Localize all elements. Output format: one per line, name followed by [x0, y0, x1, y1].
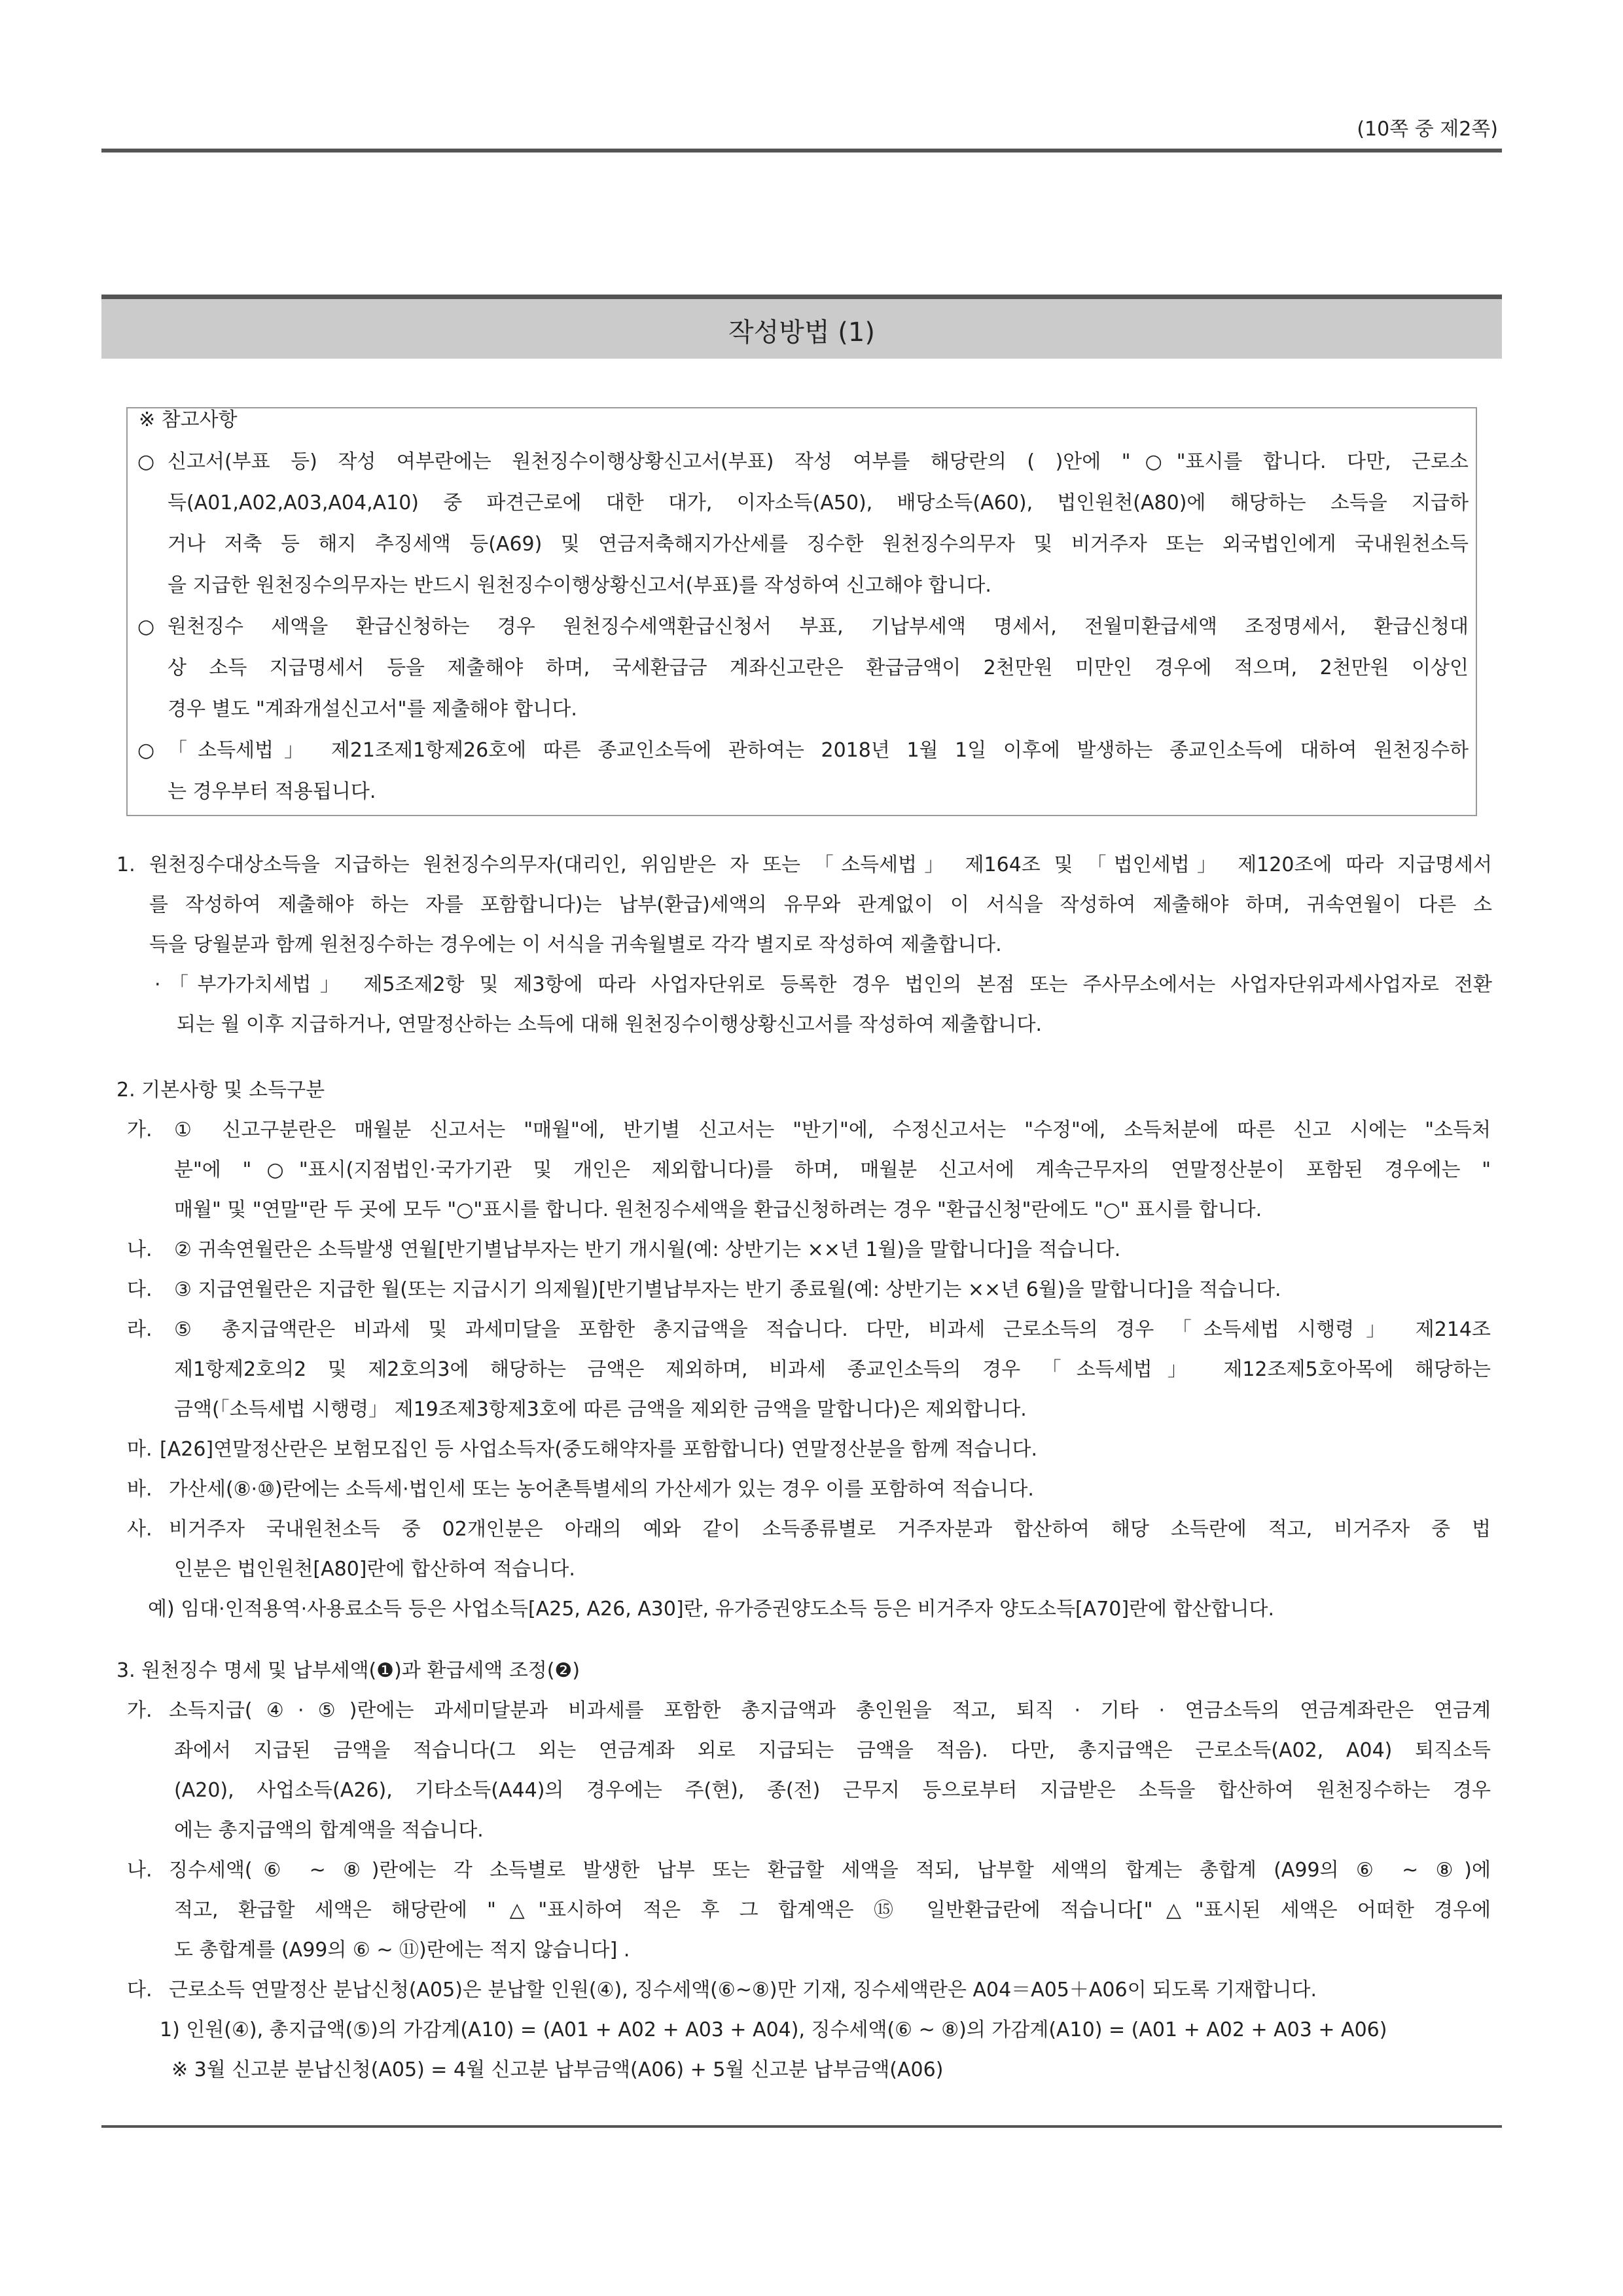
item-line: 도 총합계를 (A99의 ⑥ ~ ⑪)란에는 적지 않습니다] .	[174, 1939, 630, 1962]
page-title: 작성방법 (1)	[728, 317, 875, 348]
reference-line: 는 경우부터 적용됩니다.	[168, 780, 376, 803]
item-line: ⑤ 총지급액란은 비과세 및 과세미달을 포함한 총지급액을 적습니다. 다만, 비과세 근로소득의 경우 「소득세법 시행령」 제214조	[174, 1318, 1491, 1341]
item-label: 다.	[127, 1278, 152, 1301]
item-label: 다.	[127, 1979, 152, 2001]
reference-bullet: ○	[137, 450, 155, 473]
item-label: 나.	[127, 1238, 152, 1261]
section-1-line: 득을 당월분과 함께 원천징수하는 경우에는 이 서식을 귀속월별로 각각 별지로 작성하여 제출합니다.	[149, 933, 1002, 956]
item-line: 분"에 "○"표시(지점법인·국가기관 및 개인은 제외합니다)를 하며, 매월분 신고서에 계속근무자의 연말정산분이 포함된 경우에는 "	[174, 1158, 1491, 1181]
item-line: 소득지급(④·⑤)란에는 과세미달분과 비과세를 포함한 총지급액과 총인원을 적고, 퇴직 · 기타 · 연금소득의 연금계좌란은 연금계	[169, 1699, 1491, 1722]
item-label: 가.	[127, 1119, 152, 1141]
item-line: 제1항제2호의2 및 제2호의3에 해당하는 금액은 제외하며, 비과세 종교인소득의 경우 「소득세법」 제12조제5호아목에 해당하는	[174, 1358, 1491, 1381]
reference-line: 「소득세법」 제21조제1항제26호에 따른 종교인소득에 관하여는 2018년 1월 1일 이후에 발생하는 종교인소득에 대하여 원천징수하	[168, 739, 1469, 762]
item-label: 나.	[127, 1859, 152, 1882]
reference-line: 득(A01,A02,A03,A04,A10) 중 파견근로에 대한 대가, 이자소득(A50), 배당소득(A60), 법인원천(A80)에 해당하는 소득을 지급하	[168, 492, 1469, 514]
section-3-detail: 1) 인원(④), 총지급액(⑤)의 가감계(A10) = (A01 + A02 + A03 + A04), 징수세액(⑥ ~ ⑧)의 가감계(A10) = (A01 + A02 + A03 + A06)	[160, 2018, 1387, 2041]
item-line: (A20), 사업소득(A26), 기타소득(A44)의 경우에는 주(현), 종(전) 근무지 등으로부터 지급받은 소득을 합산하여 원천징수하는 경우	[174, 1779, 1491, 1802]
section-1-number: 1.	[116, 853, 135, 876]
item-label: 가.	[127, 1699, 152, 1722]
item-line: 인분은 법인원천[A80]란에 합산하여 적습니다.	[174, 1558, 575, 1581]
page-number: (10쪽 중 제2쪽)	[1357, 118, 1498, 141]
section-2-example: 예) 임대·인적용역·사용료소득 등은 사업소득[A25, A26, A30]란, 유가증권양도소득 등은 비거주자 양도소득[A70]란에 합산합니다.	[148, 1598, 1275, 1621]
item-line: 비거주자 국내원천소득 중 02개인분은 아래의 예와 같이 소득종류별로 거주자분과 합산하여 해당 소득란에 적고, 비거주자 중 법	[169, 1518, 1491, 1541]
item-line: 좌에서 지급된 금액을 적습니다(그 외는 연금계좌 외로 지급되는 금액을 적음). 다만, 총지급액은 근로소득(A02, A04) 퇴직소득	[174, 1739, 1491, 1762]
item-line: ② 귀속연월란은 소득발생 연월[반기별납부자는 반기 개시월(예: 상반기는 ××년 1월)을 말합니다]을 적습니다.	[174, 1238, 1121, 1261]
reference-bullet: ○	[137, 615, 155, 638]
section-1-sub-bullet: ·	[154, 973, 161, 996]
reference-line: 경우 별도 "계좌개설신고서"를 제출해야 합니다.	[168, 698, 577, 721]
item-line: 적고, 환급할 세액은 해당란에 "△"표시하여 적은 후 그 합계액은 ⑮ 일반환급란에 적습니다["△"표시된 세액은 어떠한 경우에	[174, 1899, 1491, 1922]
reference-line: 원천징수 세액을 환급신청하는 경우 원천징수세액환급신청서 부표, 기납부세액 명세서, 전월미환급세액 조정명세서, 환급신청대	[168, 615, 1469, 638]
reference-line: 을 지급한 원천징수의무자는 반드시 원천징수이행상황신고서(부표)를 작성하여 신고해야 합니다.	[168, 574, 991, 597]
item-line: 징수세액(⑥ ~ ⑧)란에는 각 소득별로 발생한 납부 또는 환급할 세액을 적되, 납부할 세액의 합계는 총합계 (A99의 ⑥ ~ ⑧)에	[169, 1859, 1491, 1882]
item-label: 사.	[127, 1518, 152, 1541]
reference-heading: ※ 참고사항	[139, 408, 238, 431]
title-bar	[101, 295, 1502, 359]
section-1-line: 를 작성하여 제출해야 하는 자를 포함합니다)는 납부(환급)세액의 유무와 관계없이 이 서식을 작성하여 제출해야 하며, 귀속연월이 다른 소	[149, 893, 1492, 916]
item-line: 금액(「소득세법 시행령」 제19조제3항제3호에 따른 금액을 제외한 금액을 말합니다)은 제외합니다.	[174, 1398, 1027, 1421]
header-rule	[101, 149, 1502, 152]
item-line: 매월" 및 "연말"란 두 곳에 모두 "○"표시를 합니다. 원천징수세액을 환급신청하려는 경우 "환급신청"란에도 "○" 표시를 합니다.	[174, 1198, 1262, 1221]
reference-line: 신고서(부표 등) 작성 여부란에는 원천징수이행상황신고서(부표) 작성 여부를 해당란의 ( )안에 "○"표시를 합니다. 다만, 근로소	[168, 450, 1469, 473]
item-label: 라.	[127, 1318, 152, 1341]
section-2-heading: 2. 기본사항 및 소득구분	[116, 1079, 325, 1102]
item-label: 마.	[127, 1438, 152, 1461]
item-line: 에는 총지급액의 합계액을 적습니다.	[174, 1819, 484, 1842]
item-line: ③ 지급연월란은 지급한 월(또는 지급시기 의제월)[반기별납부자는 반기 종료월(예: 상반기는 ××년 6월)을 말합니다]을 적습니다.	[174, 1278, 1281, 1301]
section-1-line: 원천징수대상소득을 지급하는 원천징수의무자(대리인, 위임받은 자 또는 「소득세법」 제164조 및 「법인세법」 제120조에 따라 지급명세서	[149, 853, 1492, 876]
reference-bullet: ○	[137, 739, 155, 762]
section-3-heading: 3. 원천징수 명세 및 납부세액(❶)과 환급세액 조정(❷)	[116, 1659, 580, 1682]
item-line: [A26]연말정산란은 보험모집인 등 사업소득자(중도해약자를 포함합니다) 연말정산분을 함께 적습니다.	[160, 1438, 1038, 1461]
section-3-note: ※ 3월 신고분 분납신청(A05) = 4월 신고분 납부금액(A06) + 5월 신고분 납부금액(A06)	[171, 2058, 944, 2081]
item-line: ① 신고구분란은 매월분 신고서는 "매월"에, 반기별 신고서는 "반기"에, 수정신고서는 "수정"에, 소득처분에 따른 신고 시에는 "소득처	[174, 1119, 1491, 1141]
section-1-sub-line: 되는 월 이후 지급하거나, 연말정산하는 소득에 대해 원천징수이행상황신고서를 작성하여 제출합니다.	[177, 1013, 1043, 1036]
item-label: 바.	[127, 1478, 152, 1501]
section-1-sub-line: 「부가가치세법」 제5조제2항 및 제3항에 따라 사업자단위로 등록한 경우 법인의 본점 또는 주사무소에서는 사업자단위과세사업자로 전환	[169, 973, 1492, 996]
reference-line: 상 소득 지급명세서 등을 제출해야 하며, 국세환급금 계좌신고란은 환급금액이 2천만원 미만인 경우에 적으며, 2천만원 이상인	[168, 656, 1469, 679]
footer-rule	[101, 2125, 1502, 2128]
reference-line: 거나 저축 등 해지 추징세액 등(A69) 및 연금저축해지가산세를 징수한 원천징수의무자 및 비거주자 또는 외국법인에게 국내원천소득	[168, 533, 1469, 556]
item-line: 근로소득 연말정산 분납신청(A05)은 분납할 인원(④), 징수세액(⑥~⑧)만 기재, 징수세액란은 A04＝A05＋A06이 되도록 기재합니다.	[169, 1979, 1317, 2001]
item-line: 가산세(⑧·⑩)란에는 소득세·법인세 또는 농어촌특별세의 가산세가 있는 경우 이를 포함하여 적습니다.	[169, 1478, 1034, 1501]
